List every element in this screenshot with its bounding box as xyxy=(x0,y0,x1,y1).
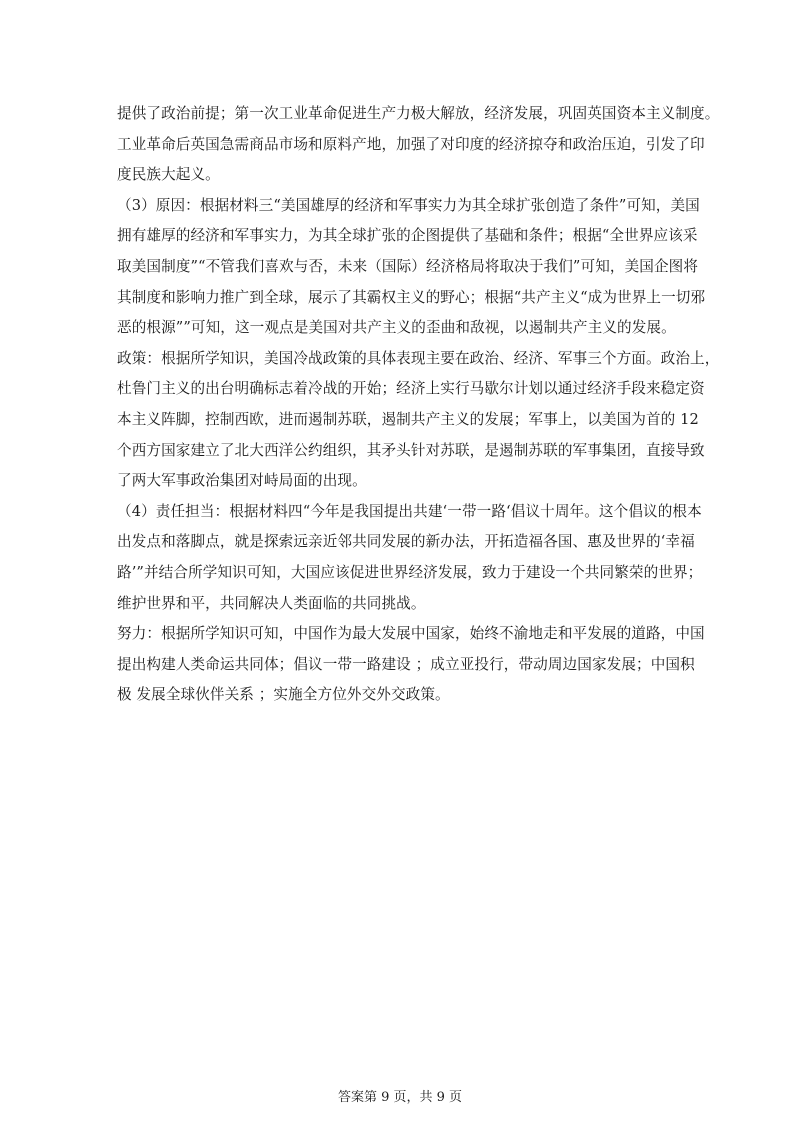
text-line: 取美国制度”“不管我们喜欢与否，未来（国际）经济格局将取决于我们”可知，美国企图将 xyxy=(117,257,699,275)
text-line: 出发点和落脚点，就是探索远亲近邻共同发展的新办法，开拓造福各国、惠及世界的‘幸福 xyxy=(117,533,695,551)
text-line: 提供了政治前提；第一次工业革命促进生产力极大解放，经济发展，巩固英国资本主义制度。 xyxy=(117,105,720,122)
text-line: 工业革命后英国急需商品市场和原料产地，加强了对印度的经济掠夺和政治压迫，引发了印 xyxy=(117,135,705,153)
text-line: 本主义阵脚，控制西欧，进而遏制苏联，遏制共产主义的发展；军事上，以美国为首的 12 xyxy=(117,410,699,428)
text-line: 了两大军事政治集团对峙局面的出现。 xyxy=(117,472,367,490)
text-line: 个西方国家建立了北大西洋公约组织，其矛头针对苏联，是遏制苏联的军事集团，直接导致 xyxy=(117,441,705,459)
text-line: 杜鲁门主义的出台明确标志着冷战的开始；经济上实行马歇尔计划以通过经济手段来稳定资 xyxy=(117,380,705,398)
text-line: 努力：根据所学知识可知，中国作为最大发展中国家，始终不渝地走和平发展的道路，中国 xyxy=(117,625,705,643)
text-line: 维护世界和平，共同解决人类面临的共同挑战。 xyxy=(117,594,426,612)
text-line: 提出构建人类命运共同体；倡议一带一路建设 ；成立亚投行，带动周边国家发展；中国积 xyxy=(117,655,695,673)
answer-text xyxy=(117,99,720,711)
text-line: 路’”并结合所学知识可知，大国应该促进世界经济发展，致力于建设一个共同繁荣的世界； xyxy=(117,563,703,581)
text-line: 拥有雄厚的经济和军事实力，为其全球扩张的企图提供了基础和条件；根据“全世界应该采 xyxy=(117,227,698,245)
page-footer: 答案第 9 页，共 9 页 xyxy=(337,1090,463,1105)
text-line: 度民族大起义。 xyxy=(117,166,220,184)
text-line: 其制度和影响力推广到全球，展示了其霸权主义的野心；根据“共产主义“成为世界上一切邪 xyxy=(117,288,706,306)
text-line: 恶的根源””可知，这一观点是美国对共产主义的歪曲和敌视，以遏制共产主义的发展。 xyxy=(117,319,676,337)
text-line: 政策：根据所学知识，美国冷战政策的具体表现主要在政治、经济、军事三个方面。政治上， xyxy=(117,349,720,367)
text-line: 极 发展全球伙伴关系 ；实施全方位外交外交政策。 xyxy=(117,686,450,704)
text-line: （3）原因：根据材料三“美国雄厚的经济和军事实力为其全球扩张创造了条件”可知，美国 xyxy=(117,196,700,214)
text-line: （4）责任担当：根据材料四“今年是我国提出共建‘一带一路‘倡议十周年。这个倡议的根本 xyxy=(117,502,702,520)
